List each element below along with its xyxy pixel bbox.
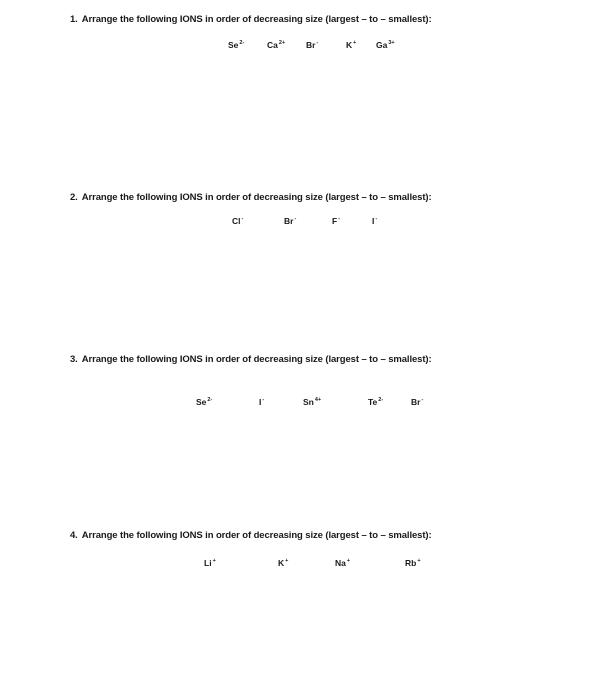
question-3 (70, 354, 590, 407)
question-1-number: 1. (70, 14, 78, 25)
question-4-ion-list (70, 558, 590, 572)
ion-item: I- (259, 397, 265, 407)
question-4-number: 4. (70, 530, 78, 541)
question-1-title (70, 14, 590, 25)
ion-item: Li+ (204, 558, 216, 568)
question-2-ion-list (70, 216, 590, 230)
question-3-number: 3. (70, 354, 78, 365)
question-3-title (70, 354, 590, 365)
ion-item: $Se^{2-}$ (196, 397, 213, 407)
ion-item: Br- (284, 216, 297, 226)
ion-item: $Ga^{3+}$ (376, 40, 395, 50)
ion-item: $Se^{2-}$ (228, 40, 245, 50)
question-2-number: 2. (70, 192, 78, 203)
ion-item: $Te^{2-}$ (368, 397, 384, 407)
ion-item: Na+ (335, 558, 351, 568)
question-4-title (70, 530, 590, 541)
ion-item: $Sn^{4+}$ (303, 397, 322, 407)
ion-item: K+ (278, 558, 289, 568)
question-4-text: Arrange the following IONS in order of decreasing size (largest – to – smallest): (81, 530, 432, 541)
ion-item: F- (332, 216, 341, 226)
ion-item: $Ca^{2+}$ (267, 40, 286, 50)
ion-item: Rb+ (405, 558, 421, 568)
question-3-ion-list (70, 397, 590, 411)
question-2-text: Arrange the following IONS in order of decreasing size (largest – to – smallest): (81, 192, 432, 203)
ion-item: Br- (411, 397, 424, 407)
question-1 (70, 14, 590, 50)
question-4 (70, 530, 590, 568)
question-2-title (70, 192, 590, 203)
ion-item: I- (372, 216, 378, 226)
ion-item: Br- (306, 40, 319, 50)
question-2 (70, 192, 590, 226)
question-1-ion-list (70, 40, 590, 54)
ion-item: K+ (346, 40, 357, 50)
ion-item: Cl- (232, 216, 244, 226)
question-3-text: Arrange the following IONS in order of decreasing size (largest – to – smallest): (81, 354, 432, 365)
question-1-text: Arrange the following IONS in order of decreasing size (largest – to – smallest): (81, 14, 432, 25)
